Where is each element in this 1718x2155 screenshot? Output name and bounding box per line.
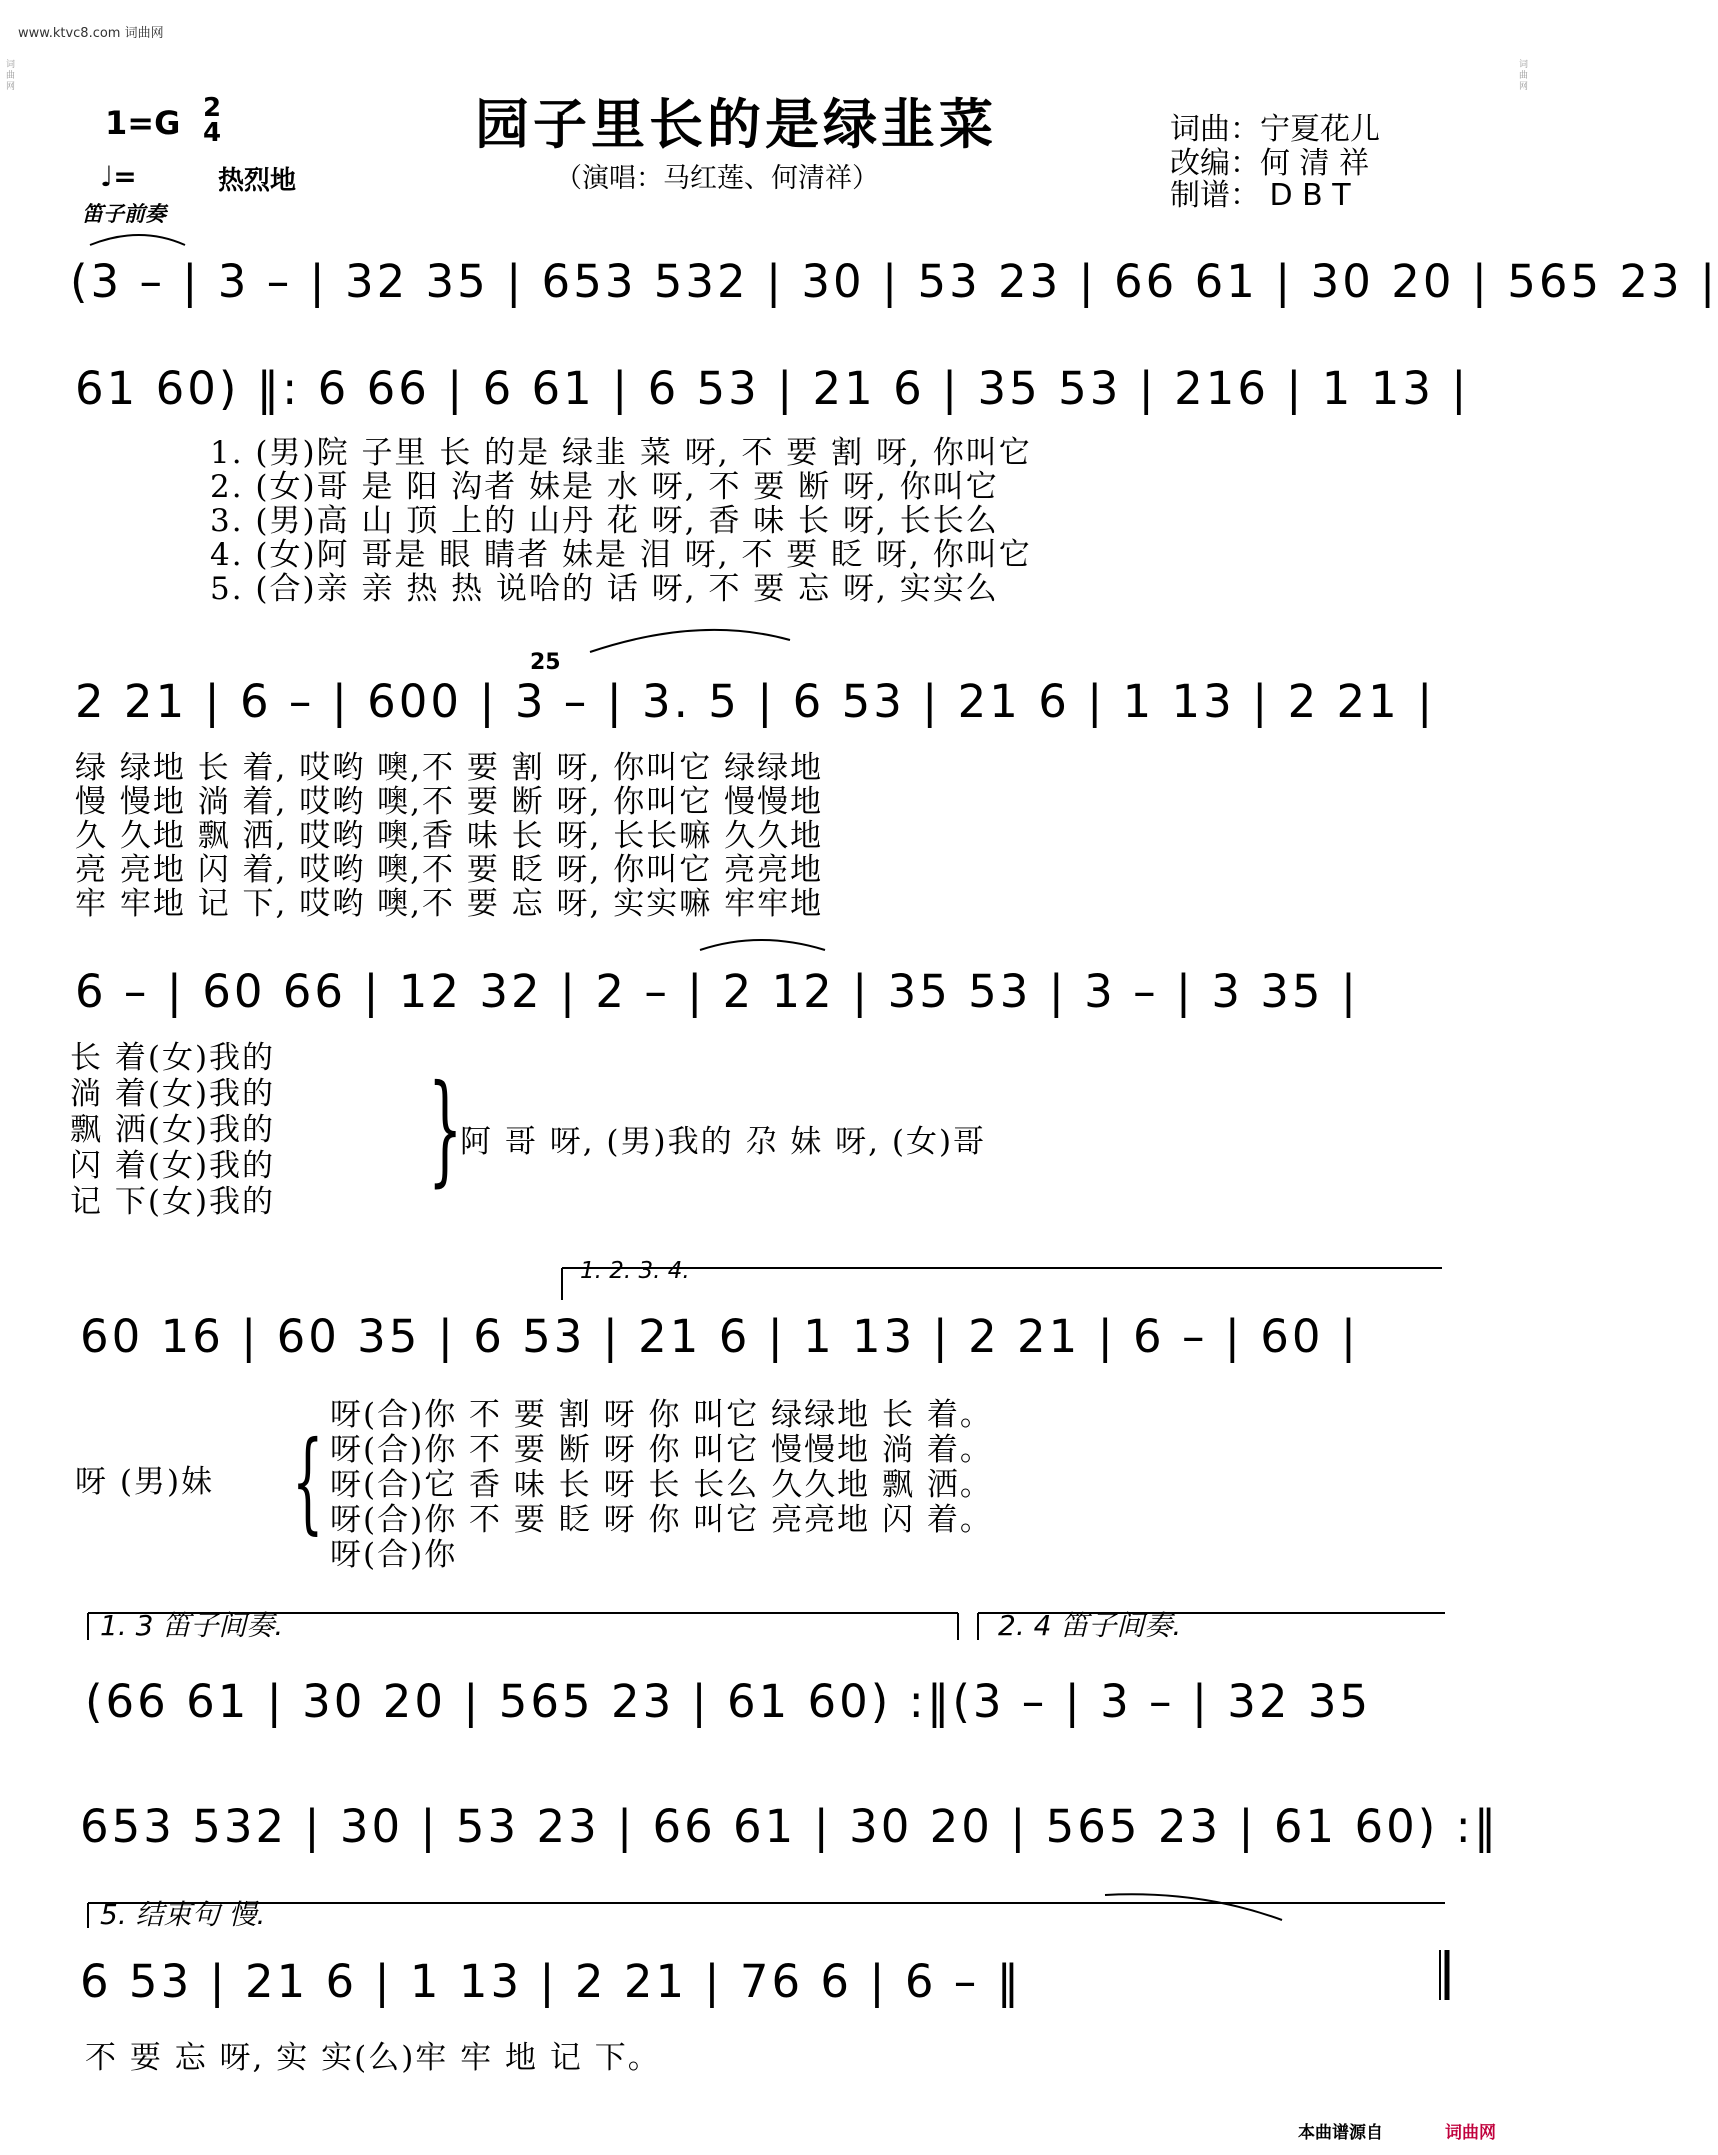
verse-line: 呀(合)它 香 味 长 呀 长 长么 久久地 飘 洒。 [330, 1467, 993, 1503]
verse-line: 5. (合)亲 亲 热 热 说哈的 话 呀, 不 要 忘 呀, 实实么 [210, 571, 999, 607]
intro-label: 笛子前奏 [82, 202, 166, 226]
tempo-marking: 热烈地 [218, 166, 297, 196]
verse-shared-line: 阿 哥 呀, (男)我的 尕 妹 呀, (女)哥 [460, 1124, 987, 1160]
credit-engraver: 制谱： D B T [1170, 178, 1351, 213]
notation-row-1: (3 – | 3 – | 32 35 | 653 532 | 30 | 53 23 | 66 61 | 30 20 | 565 23 | [70, 255, 1718, 308]
performers: （演唱：马红莲、何清祥） [555, 163, 879, 194]
verse-line: 1. (男)院 子里 长 的是 绿韭 菜 呀, 不 要 割 呀, 你叫它 [210, 435, 1032, 471]
verse-line: 记 下(女)我的 [70, 1184, 276, 1220]
credit-lyrics-music: 词曲：宁夏花儿 [1170, 112, 1380, 147]
volta-label-24: 2. 4 笛子间奏. [998, 1609, 1182, 1642]
verse-line: 2. (女)哥 是 阳 沟者 妹是 水 呀, 不 要 断 呀, 你叫它 [210, 469, 999, 505]
verse-d-left: 呀 (男)妹 [75, 1464, 215, 1500]
song-title: 园子里长的是绿韭菜 [475, 92, 997, 156]
verse-line: 久 久地 飘 洒, 哎哟 噢,香 味 长 呀, 长长嘛 久久地 [75, 818, 824, 854]
time-signature-top: 2 [203, 93, 222, 123]
slur [90, 235, 185, 245]
slur [590, 630, 790, 652]
credit-arranger: 改编：何 清 祥 [1170, 146, 1370, 181]
notation-row-4: 6 – | 60 66 | 12 32 | 2 – | 2 12 | 35 53 | 3 – | 3 35 | [75, 965, 1360, 1018]
notation-row-6: (66 61 | 30 20 | 565 23 | 61 60) :‖(3 – | 3 – | 32 35 [85, 1675, 1372, 1728]
verse-line: 慢 慢地 淌 着, 哎哟 噢,不 要 断 呀, 你叫它 慢慢地 [75, 784, 824, 820]
time-signature-bottom: 4 [203, 118, 222, 148]
brace: { [292, 1417, 324, 1545]
notation-row-3: 2 21 | 6 – | 600 | 3 – | 3. 5 | 6 53 | 21 6 | 1 13 | 2 21 | [75, 675, 1436, 728]
slur [700, 940, 825, 950]
slur [1105, 1894, 1282, 1920]
verse-line: 闪 着(女)我的 [70, 1148, 276, 1184]
verse-line: 飘 洒(女)我的 [70, 1112, 276, 1148]
footer-source-label: 本曲谱源自 [1298, 2123, 1383, 2143]
verse-line: 绿 绿地 长 着, 哎哟 噢,不 要 割 呀, 你叫它 绿绿地 [75, 750, 824, 786]
volta-label-ending: 5. 结束句 慢. [100, 1898, 266, 1931]
verse-line: 亮 亮地 闪 着, 哎哟 噢,不 要 眨 呀, 你叫它 亮亮地 [75, 852, 824, 888]
verse-line: 呀(合)你 不 要 割 呀 你 叫它 绿绿地 长 着。 [330, 1397, 993, 1433]
notation-row-8: 6 53 | 21 6 | 1 13 | 2 21 | 76 6 | 6 – ‖ [80, 1955, 1023, 2008]
notation-row-5: 60 16 | 60 35 | 6 53 | 21 6 | 1 13 | 2 21 | 6 – | 60 | [80, 1310, 1359, 1363]
footer-site-link[interactable]: 词曲网 [1445, 2123, 1496, 2143]
verse-line: 牢 牢地 记 下, 哎哟 噢,不 要 忘 呀, 实实嘛 牢牢地 [75, 886, 824, 922]
verse-line: 4. (女)阿 哥是 眼 睛者 妹是 泪 呀, 不 要 眨 呀, 你叫它 [210, 537, 1032, 573]
verse-line: 淌 着(女)我的 [70, 1076, 276, 1112]
verse-line: 3. (男)高 山 顶 上的 山丹 花 呀, 香 味 长 呀, 长长么 [210, 503, 999, 539]
verse-line: 呀(合)你 不 要 眨 呀 你 叫它 亮亮地 闪 着。 [330, 1502, 993, 1538]
notation-row-7: 653 532 | 30 | 53 23 | 66 61 | 30 20 | 565 23 | 61 60) :‖ [80, 1800, 1500, 1853]
site-watermark: www.ktvc8.com 词曲网 [18, 26, 164, 41]
verse-line: 长 着(女)我的 [70, 1040, 276, 1076]
side-watermark-right: 词 曲 网 [1519, 60, 1529, 92]
notation-row-2: 61 60) ‖: 6 66 | 6 61 | 6 53 | 21 6 | 35 53 | 216 | 1 13 | [75, 362, 1470, 415]
brace: } [428, 1060, 463, 1199]
verse-line: 呀(合)你 [330, 1537, 458, 1573]
key-signature: 1=G [105, 104, 181, 142]
side-watermark-left: 词 曲 网 [6, 60, 16, 92]
volta-label-1234: 1. 2. 3. 4. [580, 1258, 690, 1284]
tempo-note: ♩= [100, 160, 137, 193]
volta-label-13: 1. 3 笛子间奏. [100, 1609, 284, 1642]
ending-lyrics: 不 要 忘 呀, 实 实(么)牢 牢 地 记 下。 [85, 2040, 661, 2076]
measure-number: 25 [530, 650, 561, 675]
verse-line: 呀(合)你 不 要 断 呀 你 叫它 慢慢地 淌 着。 [330, 1432, 993, 1468]
